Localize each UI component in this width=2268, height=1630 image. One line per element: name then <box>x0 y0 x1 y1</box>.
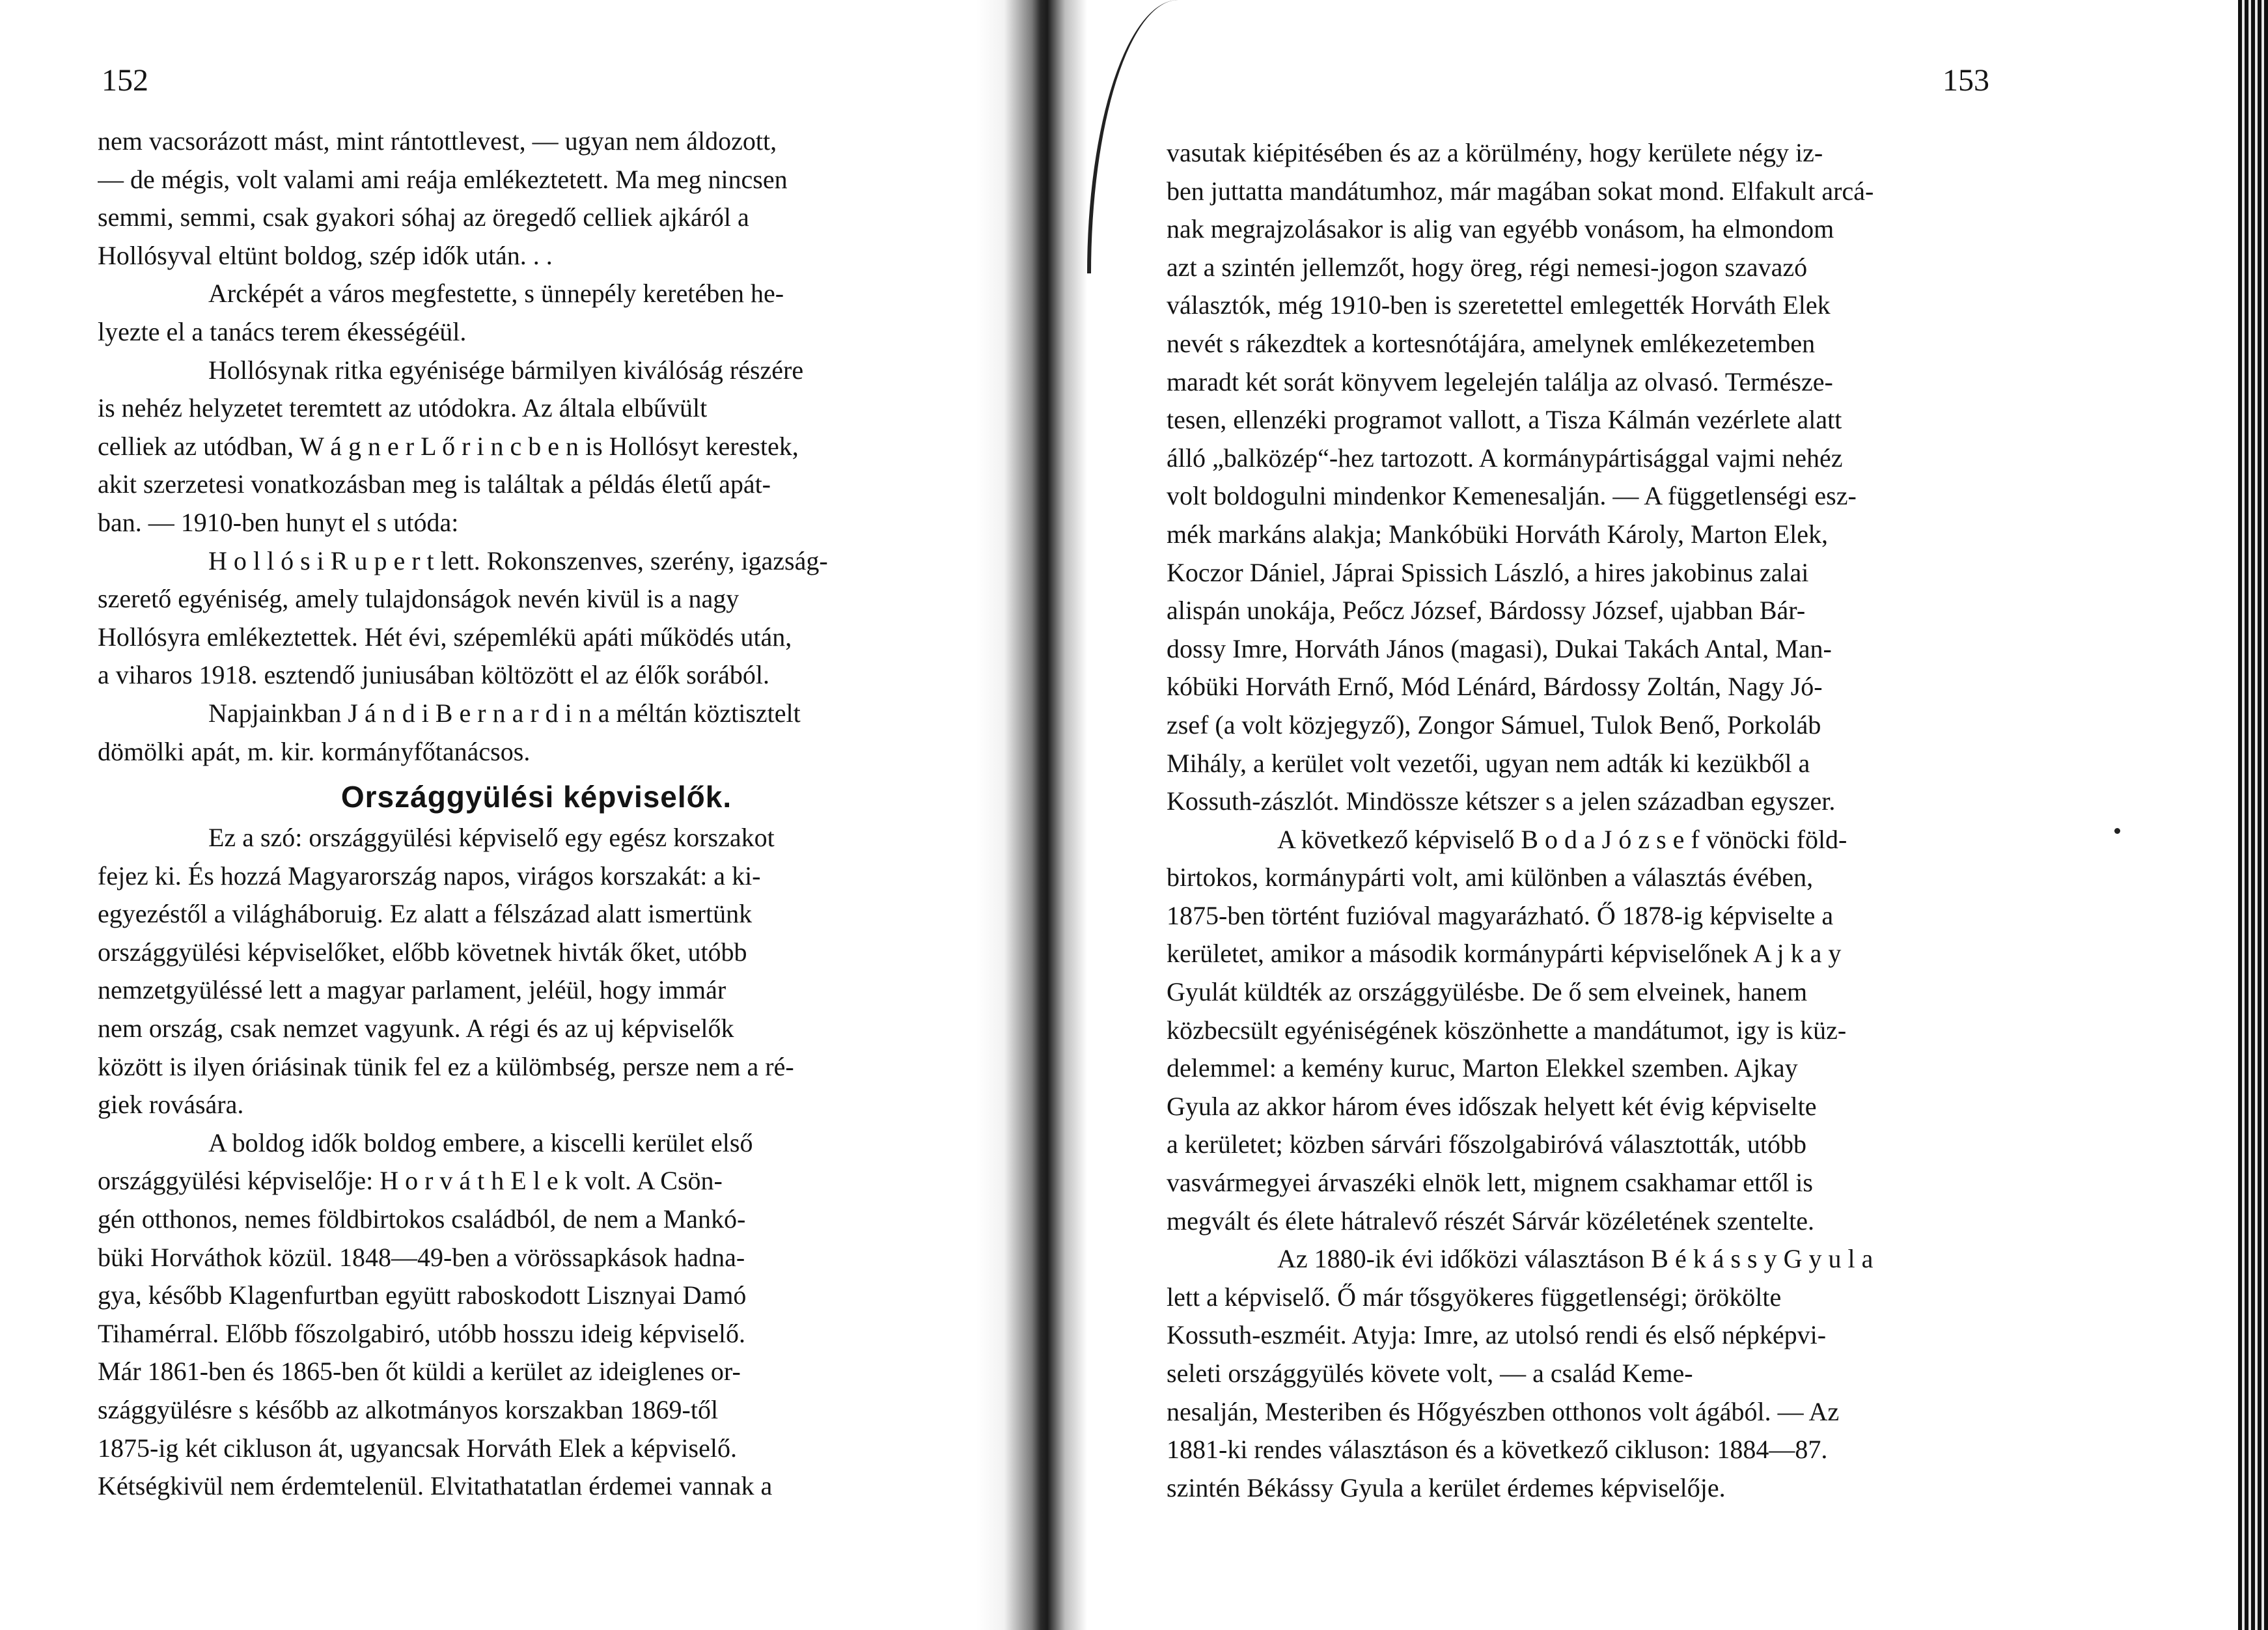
right-page-text <box>1167 134 1998 1507</box>
text-line: A következő képviselő B o d a J ó z s e f vönöcki föld- <box>1277 824 1847 854</box>
text-line: Napjainkban J á n d i B e r n a r d i n a méltán köztisztelt <box>208 698 801 728</box>
text-line: nem vacsorázott mást, mint rántottlevest, — ugyan nem áldozott, <box>98 126 777 156</box>
text-line: seleti országgyülés követe volt, — a család Keme- <box>1167 1359 1693 1388</box>
page-number-right: 153 <box>1943 63 1989 98</box>
text-line: 1875-ig két cikluson át, ugyancsak Horváth Elek a képviselő. <box>98 1433 737 1463</box>
text-line: szerető egyéniség, amely tulajdonságok nevén kivül is a nagy <box>98 584 740 614</box>
text-line: álló „balközép“-hez tartozott. A kormánypártisággal vajmi nehéz <box>1167 443 1843 473</box>
section-heading: Országgyülési képviselők. <box>340 780 732 814</box>
text-line: 1881-ki rendes választáson és a következő cikluson: 1884—87. <box>1167 1435 1828 1465</box>
text-line: gén otthonos, nemes földbirtokos családból, de nem a Mankó- <box>98 1204 746 1234</box>
text-line: alispán unokája, Peőcz József, Bárdossy József, ujabban Bár- <box>1167 596 1806 626</box>
text-line: a kerületet; közben sárvári főszolgabiróvá választották, utóbb <box>1167 1129 1806 1159</box>
text-line: Kossuth-eszméit. Atyja: Imre, az utolsó rendi és első népképvi- <box>1167 1320 1827 1350</box>
text-line: akit szerzetesi vonatkozásban meg is találtak a példás életű apát- <box>98 469 771 499</box>
text-line: nesalján, Mesteriben és Hőgyészben otthonos volt ágából. — Az <box>1167 1396 1840 1426</box>
text-line: egyezéstől a világháboruig. Ez alatt a félszázad alatt ismertünk <box>98 899 753 929</box>
text-line: ban. — 1910-ben hunyt el s utóda: <box>98 507 459 537</box>
text-line: Kossuth-zászlót. Mindössze kétszer s a jelen században egyszer. <box>1167 786 1836 816</box>
text-line: nevét s rákezdtek a kortesnótájára, amelynek emlékezetemben <box>1167 328 1816 358</box>
text-line: szintén Békássy Gyula a kerület érdemes képviselője. <box>1167 1472 1726 1502</box>
text-line: Gyula az akkor három éves időszak helyett két évig képviselte <box>1167 1091 1817 1121</box>
text-line: között is ilyen óriásinak tünik fel ez a külömbség, persze nem a ré- <box>98 1051 794 1081</box>
text-line: szággyülésre s később az alkotmányos korszakban 1869-től <box>98 1395 719 1424</box>
text-line: Kétségkivül nem érdemtelenül. Elvitathatatlan érdemei vannak a <box>98 1471 773 1501</box>
right-page <box>1003 0 2268 1630</box>
text-line: birtokos, kormánypárti volt, ami különben a választás évében, <box>1167 863 1814 892</box>
text-line: volt boldogulni mindenkor Kemenesalján. — A függetlenségi esz- <box>1167 481 1857 511</box>
text-line: büki Horváthok közül. 1848—49-ben a vörössapkások hadna- <box>98 1242 745 1272</box>
page-number-left: 152 <box>102 63 148 98</box>
text-line: Arcképét a város megfestette, s ünnepély keretében he- <box>208 279 784 309</box>
text-line: lett a képviselő. Ő már tősgyökeres függetlenségi; örökölte <box>1167 1282 1782 1312</box>
text-line: Tihamérral. Előbb főszolgabiró, utóbb hosszu ideig képviselő. <box>98 1318 746 1348</box>
text-line: Már 1861-ben és 1865-ben őt küldi a kerület az ideiglenes or- <box>98 1357 741 1387</box>
text-line: mék markáns alakja; Mankóbüki Horváth Károly, Marton Elek, <box>1167 519 1829 549</box>
text-line: — de mégis, volt valami ami reája emlékeztetett. Ma meg nincsen <box>98 164 788 194</box>
text-line: országgyülési képviselője: H o r v á t h E l e k volt. A Csön- <box>98 1166 723 1196</box>
text-line: Gyulát küldték az országgyülésbe. De ő sem elveinek, hanem <box>1167 977 1808 1007</box>
text-line: fejez ki. És hozzá Magyarország napos, virágos korszakát: a ki- <box>98 861 761 891</box>
text-line: H o l l ó s i R u p e r t lett. Rokonszenves, szerény, igazság- <box>208 546 828 575</box>
text-line: vasvármegyei árvaszéki elnök lett, mignem csakhamar ettől is <box>1167 1168 1813 1198</box>
left-page-text <box>98 122 943 1506</box>
text-line: celliek az utódban, W á g n e r L ő r i n c b e n is Hollósyt kerestek, <box>98 431 799 461</box>
text-line: lyezte el a tanács terem ékességéül. <box>98 316 467 346</box>
text-line: Hollósyval eltünt boldog, szép idők után. . . <box>98 240 553 270</box>
text-line: giek rovására. <box>98 1090 244 1120</box>
text-line: Hollósyra emlékeztettek. Hét évi, szépemlékü apáti működés után, <box>98 622 792 652</box>
text-line: A boldog idők boldog embere, a kiscelli kerület első <box>208 1127 753 1157</box>
text-line: választók, még 1910-ben is szeretettel emlegették Horváth Elek <box>1167 290 1831 320</box>
text-line: Mihály, a kerület volt vezetői, ugyan nem adták ki kezükből a <box>1167 748 1810 778</box>
text-line: 1875-ben történt fuzióval magyarázható. Ő 1878-ig képviselte a <box>1167 900 1834 930</box>
text-line: a viharos 1918. esztendő juniusában költözött el az élők sorából. <box>98 660 769 690</box>
text-line: dossy Imre, Horváth János (magasi), Dukai Takách Antal, Man- <box>1167 633 1832 663</box>
text-line: kóbüki Horváth Ernő, Mód Lénárd, Bárdossy Zoltán, Nagy Jó- <box>1167 672 1823 702</box>
text-line: maradt két sorát könyvem legelején találja az olvasó. Természe- <box>1167 366 1833 396</box>
text-line: ben juttatta mandátumhoz, már magában sokat mond. Elfakult arcá- <box>1167 176 1874 206</box>
text-line: nem ország, csak nemzet vagyunk. A régi és az uj képviselők <box>98 1014 734 1043</box>
text-line: tesen, ellenzéki programot vallott, a Tisza Kálmán vezérlete alatt <box>1167 405 1842 435</box>
text-line: közbecsült egyéniségének köszönhette a mandátumot, igy is küz- <box>1167 1015 1847 1045</box>
text-line: vasutak kiépitésében és az a körülmény, hogy kerülete négy iz- <box>1167 138 1823 167</box>
text-line: országgyülési képviselőket, előbb követnek hivták őket, utóbb <box>98 937 747 967</box>
text-line: gya, később Klagenfurtban együtt raboskodott Lisznyai Damó <box>98 1280 747 1310</box>
text-line: dömölki apát, m. kir. kormányfőtanácsos. <box>98 736 531 766</box>
text-line: azt a szintén jellemzőt, hogy öreg, régi nemesi-jogon szavazó <box>1167 252 1808 282</box>
text-line: semmi, semmi, csak gyakori sóhaj az öregedő celliek ajkáról a <box>98 202 749 232</box>
text-line: is nehéz helyzetet teremtett az utódokra. Az általa elbűvült <box>98 393 708 423</box>
text-line: kerületet, amikor a második kormánypárti képviselőnek A j k a y <box>1167 939 1842 969</box>
text-line: megvált és élete hátralevő részét Sárvár közéletének szentelte. <box>1167 1206 1815 1236</box>
text-line: nemzetgyüléssé lett a magyar parlament, jeléül, hogy immár <box>98 975 726 1005</box>
text-line: zsef (a volt közjegyző), Zongor Sámuel, Tulok Benő, Porkoláb <box>1167 710 1821 739</box>
text-line: nak megrajzolásakor is alig van egyébb vonásom, ha elmondom <box>1167 214 1834 244</box>
text-line: Ez a szó: országgyülési képviselő egy egész korszakot <box>208 823 775 853</box>
text-line: Koczor Dániel, Jáprai Spissich László, a hires jakobinus zalai <box>1167 557 1809 587</box>
text-line: Az 1880-ik évi időközi választáson B é k á s s y G y u l a <box>1277 1244 1874 1274</box>
text-line: delemmel: a kemény kuruc, Marton Elekkel szemben. Ajkay <box>1167 1053 1798 1083</box>
text-line: Hollósynak ritka egyénisége bármilyen kiválóság részére <box>208 355 804 385</box>
left-page <box>0 0 1003 1630</box>
